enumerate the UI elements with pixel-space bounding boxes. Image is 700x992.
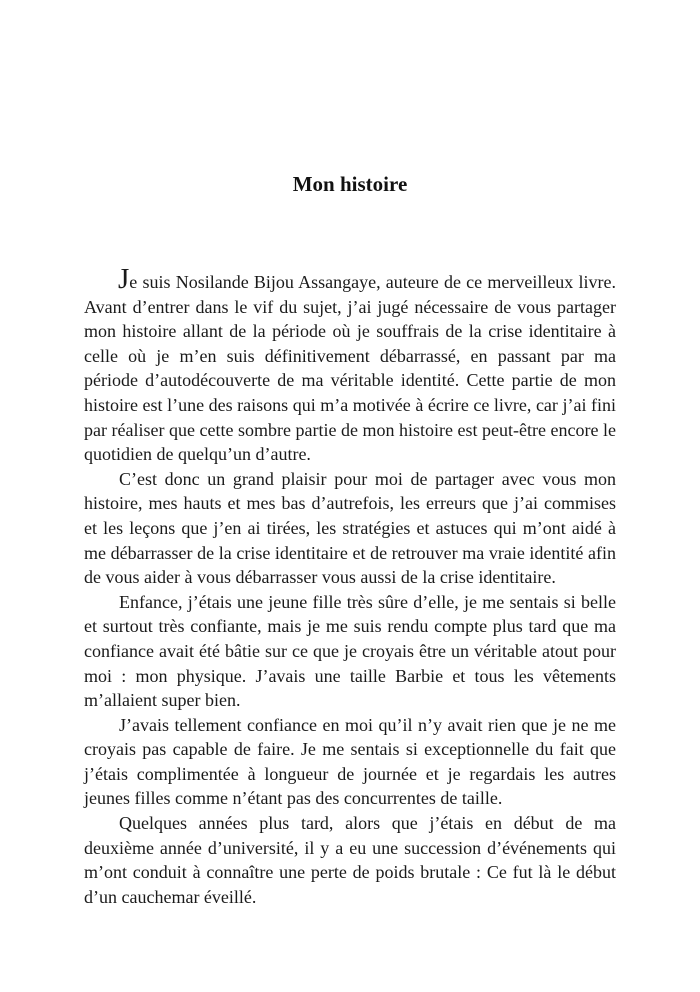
paragraph: C’est donc un grand plaisir pour moi de partager avec vous mon histoire, mes hauts et mes bas d’autrefois, les erreurs que j’ai commises et les leçons que j’en ai tirées, les stratégies et astuces qui m’ont aidé à me débarrasser de la crise identitaire et de retrouver ma vraie identité afin de vous aider à vous débarrasser vous aussi de la crise identitaire. [84,468,616,588]
paragraph: Avant d’entrer dans le vif du sujet, j’ai jugé nécessaire de vous partager mon histoire allant de la période où je souffrais de la crise identitaire à celle où je m’en suis définitivement débarrassé, en passant par ma période d’autodécouverte de ma véritable identité. Cette partie de mon histoire est l’une des raisons qui m’a motivée à écrire ce livre, car j’ai fini par réaliser que cette sombre partie de mon histoire est peut-être encore le quotidien de quelqu’un d’autre. [84,296,616,465]
opening-sentence: e suis Nosilande Bijou Assangaye, auteure de ce merveilleux livre. [129,272,616,292]
drop-cap-letter: J [118,263,130,295]
paragraph: Enfance, j’étais une jeune fille très sûre d’elle, je me sentais si belle et surtout très confiante, mais je me suis rendu compte plus tard que ma confiance avait été bâtie sur ce que je croyais être un véritable atout pour moi : mon physique. J’avais une taille Barbie et tous les vêtements m’allaient super bien. [84,591,616,711]
page-text [84,263,616,909]
paragraph: J’avais tellement confiance en moi qu’il n’y avait rien que je ne me croyais pas capable de faire. Je me sentais si exceptionnelle du fait que j’étais complimentée à longueur de journée et je regardais les autres jeunes filles comme n’étant pas des concurrentes de taille. [84,714,616,809]
paragraph: Quelques années plus tard, alors que j’étais en début de ma deuxième année d’université, il y a eu une succession d’événements qui m’ont conduit à connaître une perte de poids brutale : Ce fut là le début d’un cauchemar éveillé. [84,813,616,907]
opening-line [84,263,616,295]
chapter-title: Mon histoire [292,172,408,196]
